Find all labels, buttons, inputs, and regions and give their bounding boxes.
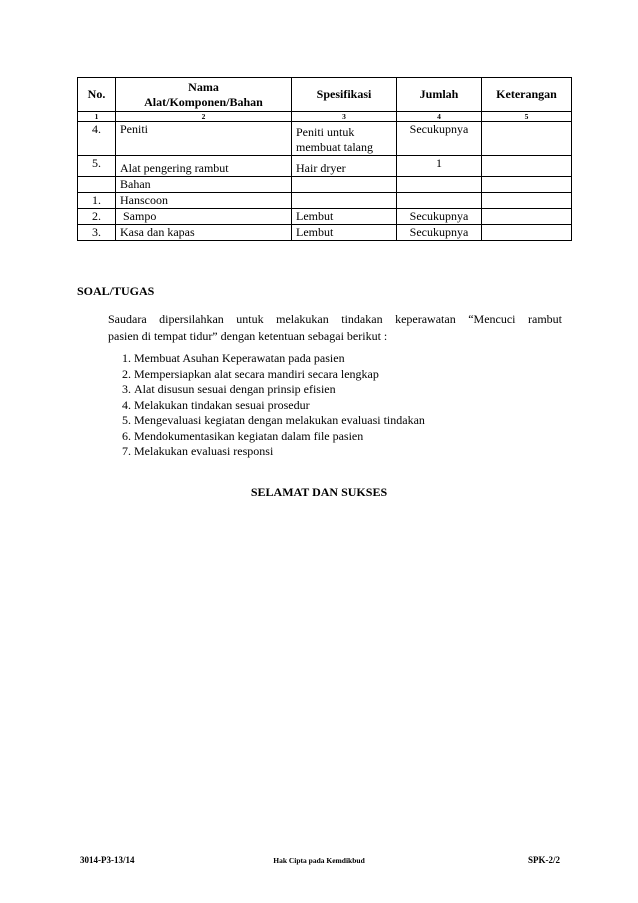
instruction-paragraph (108, 311, 562, 345)
section-title: SOAL/TUGAS (77, 284, 155, 298)
list-item: 2. Mempersiapkan alat secara mandiri secara lengkap (134, 367, 425, 383)
row-keterangan (482, 122, 572, 156)
row-spesifikasi: Hair dryer (292, 156, 397, 177)
row-nama: Sampo (116, 209, 292, 225)
header-spesifikasi: Spesifikasi (292, 78, 397, 112)
row-jumlah: Secukupnya (397, 209, 482, 225)
row-keterangan (482, 209, 572, 225)
header-no: No. (78, 78, 116, 112)
list-item: 5. Mengevaluasi kegiatan dengan melakukan evaluasi tindakan (134, 413, 425, 429)
row-jumlah: Secukupnya (397, 122, 482, 156)
table-row (78, 193, 572, 209)
list-item: 1. Membuat Asuhan Keperawatan pada pasien (134, 351, 425, 367)
row-no (78, 177, 116, 193)
row-nama: Kasa dan kapas (116, 225, 292, 241)
row-nama: Hanscoon (116, 193, 292, 209)
column-number: 1 (78, 112, 116, 122)
column-number: 4 (397, 112, 482, 122)
row-keterangan (482, 193, 572, 209)
header-jumlah: Jumlah (397, 78, 482, 112)
row-keterangan (482, 156, 572, 177)
row-nama: Peniti (116, 122, 292, 156)
row-spesifikasi (292, 122, 397, 156)
row-spesifikasi: Lembut (292, 209, 397, 225)
row-jumlah (397, 177, 482, 193)
row-keterangan (482, 177, 572, 193)
closing-text: SELAMAT DAN SUKSES (250, 485, 388, 499)
row-no: 5. (78, 156, 116, 177)
list-item: 4. Melakukan tindakan sesuai prosedur (134, 398, 425, 414)
row-spesifikasi-line2: membuat talang (296, 140, 373, 154)
table-row (78, 122, 572, 156)
header-nama-line2: Alat/Komponen/Bahan (144, 94, 263, 109)
header-nama-line1: Nama (188, 79, 219, 94)
column-number: 3 (292, 112, 397, 122)
equipment-table (77, 77, 572, 241)
list-item: 6. Mendokumentasikan kegiatan dalam file pasien (134, 429, 425, 445)
instruction-line1: Saudara dipersilahkan untuk melakukan tindakan keperawatan “Mencuci rambut (108, 312, 562, 326)
row-no: 1. (78, 193, 116, 209)
column-number: 5 (482, 112, 572, 122)
row-jumlah: Secukupnya (397, 225, 482, 241)
task-list (112, 351, 425, 460)
row-keterangan (482, 225, 572, 241)
table-row (78, 209, 572, 225)
row-spesifikasi (292, 193, 397, 209)
table-row (78, 177, 572, 193)
list-item: 7. Melakukan evaluasi responsi (134, 444, 425, 460)
list-item: 3. Alat disusun sesuai dengan prinsip efisien (134, 382, 425, 398)
table-header-row (78, 78, 572, 112)
row-no: 3. (78, 225, 116, 241)
column-number-row (78, 112, 572, 122)
footer-page: SPK-2/2 (527, 855, 560, 865)
row-jumlah: 1 (397, 156, 482, 177)
row-no: 2. (78, 209, 116, 225)
row-spesifikasi-line1: Peniti untuk (296, 125, 355, 139)
row-spesifikasi (292, 177, 397, 193)
row-nama: Alat pengering rambut (116, 156, 292, 177)
row-spesifikasi: Lembut (292, 225, 397, 241)
row-nama: Bahan (116, 177, 292, 193)
row-no: 4. (78, 122, 116, 156)
footer-code: 3014-P3-13/14 (80, 855, 135, 865)
table-row (78, 156, 572, 177)
table-row (78, 225, 572, 241)
row-jumlah (397, 193, 482, 209)
instruction-line2: pasien di tempat tidur” dengan ketentuan sebagai berikut : (108, 329, 388, 343)
header-nama (116, 78, 292, 112)
footer-copyright: Hak Cipta pada Kemdikbud (273, 856, 365, 865)
header-keterangan: Keterangan (482, 78, 572, 112)
column-number: 2 (116, 112, 292, 122)
